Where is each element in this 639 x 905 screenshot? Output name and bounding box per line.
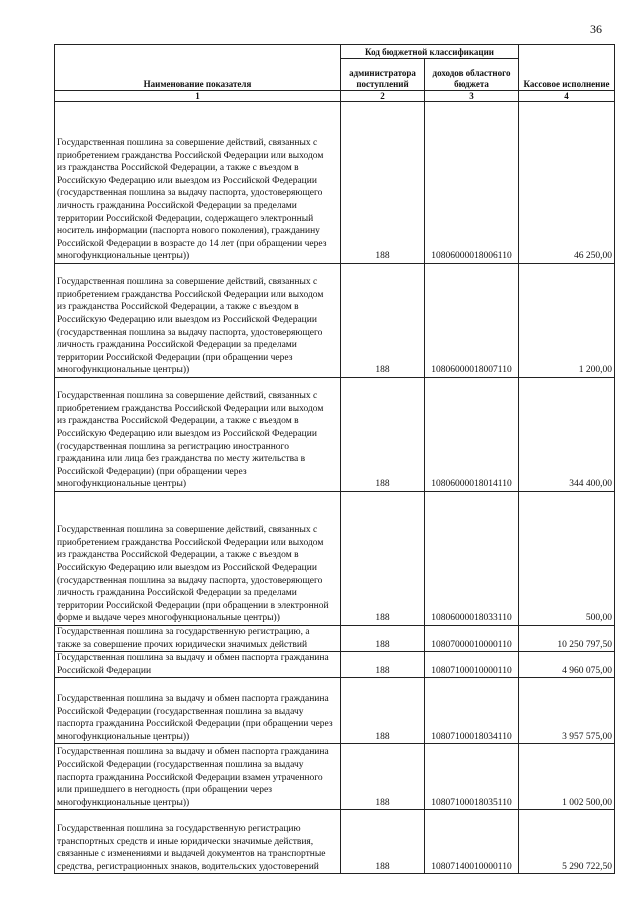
row-name-line: многофункциональные центры)) <box>57 731 190 742</box>
row-name-line: паспорта гражданина Российской Федерации взамен утраченного <box>57 772 323 783</box>
row-name-line: (государственная пошлина за регистрацию иностранного <box>57 441 289 452</box>
table-row <box>55 810 615 874</box>
row-name-line: форме и выдаче через многофункциональные центры)) <box>57 613 280 624</box>
row-name-line: (государственная пошлина за выдачу паспорта, удостоверяющего <box>57 188 323 199</box>
row-name-line: Российскую Федерацию или выездом из Российской Федерации <box>57 175 317 186</box>
row-name-line: Российскую Федерацию или выездом из Российской Федерации <box>57 429 317 440</box>
row-name-line: Государственная пошлина за совершение действий, связанных с <box>57 277 318 288</box>
row-name-line: Российской Федерации (государственная пошлина за выдачу <box>57 760 304 770</box>
page-number: 36 <box>590 22 602 36</box>
row-name-line: паспорта гражданина Российской Федерации (при обращении через <box>57 719 333 730</box>
row-name-line: территории Российской Федерации (при обращении через <box>57 352 293 363</box>
row-name-line: Государственная пошлина за выдачу и обмен паспорта гражданина <box>57 653 329 664</box>
row-amount: 3 957 575,00 <box>519 678 615 744</box>
row-income-code: 10807000010000110 <box>425 626 519 652</box>
row-name-line: или пришедшего в негодность (при обращении через <box>57 785 273 796</box>
row-name-line: территории Российской Федерации (при обращении в электронной <box>57 600 329 611</box>
row-name-line: личность гражданина Российской Федерации за пределами <box>57 340 297 351</box>
row-name-line: из гражданства Российской Федерации, а также с въездом в <box>57 550 299 561</box>
row-amount: 10 250 797,50 <box>519 626 615 652</box>
row-amount: 344 400,00 <box>519 378 615 492</box>
row-income-code: 10807100018035110 <box>425 744 519 810</box>
column-number: 4 <box>519 91 615 102</box>
column-number: 1 <box>55 91 341 102</box>
table-row <box>55 678 615 744</box>
row-name <box>55 810 341 874</box>
row-amount: 4 960 075,00 <box>519 652 615 678</box>
row-name-line: Государственная пошлина за совершение действий, связанных с <box>57 391 318 402</box>
row-name-line: приобретением гражданства Российской Федерации или выходом <box>57 537 324 548</box>
row-name-line: многофункциональные центры)) <box>57 365 190 376</box>
row-admin-code: 188 <box>341 378 425 492</box>
row-name <box>55 378 341 492</box>
row-name-line: носитель информации (паспорта нового поколения), гражданину <box>57 226 320 237</box>
row-name-line: из гражданства Российской Федерации, а также с въездом в <box>57 302 299 313</box>
row-name-line: из гражданства Российской Федерации, а также с въездом в <box>57 416 299 427</box>
row-name-line: Российской Федерации в возрасте до 14 лет (при обращении через <box>57 238 327 249</box>
row-admin-code: 188 <box>341 102 425 264</box>
row-name-line: Государственная пошлина за государственную регистрацию, а <box>57 627 310 637</box>
table-row <box>55 652 615 678</box>
row-amount: 5 290 722,50 <box>519 810 615 874</box>
table-row <box>55 626 615 652</box>
row-admin-code: 188 <box>341 678 425 744</box>
row-name-line: связанные с изменениями и выдачей документов на транспортные <box>57 849 326 860</box>
row-income-code: 10806000018014110 <box>425 378 519 492</box>
row-income-code: 10806000018007110 <box>425 264 519 378</box>
row-name-line: Российской Федерации (государственная пошлина за выдачу <box>57 706 304 717</box>
column-number: 2 <box>341 91 425 102</box>
table-row <box>55 492 615 626</box>
row-income-code: 10807100018034110 <box>425 678 519 744</box>
row-name-line: приобретением гражданства Российской Федерации или выходом <box>57 403 324 414</box>
row-name-line: личность гражданина Российской Федерации за пределами <box>57 201 297 212</box>
row-name-line: средства, регистрационных знаков, водительских удостоверений <box>57 861 319 872</box>
row-name-line: гражданина или лица без гражданства по месту жительства в <box>57 454 306 465</box>
header-execution: Кассовое исполнение <box>519 45 615 91</box>
row-admin-code: 188 <box>341 810 425 874</box>
header-admin: администратора поступлений <box>341 59 425 91</box>
row-name-line: также за совершение прочих юридически значимых действий <box>57 639 308 650</box>
row-name-line: Государственная пошлина за государственную регистрацию <box>57 824 301 834</box>
row-name-line: Государственная пошлина за совершение действий, связанных с <box>57 138 318 149</box>
row-admin-code: 188 <box>341 264 425 378</box>
row-name <box>55 264 341 378</box>
row-name-line: Российскую Федерацию или выездом из Российской Федерации <box>57 315 317 326</box>
row-amount: 1 200,00 <box>519 264 615 378</box>
row-admin-code: 188 <box>341 744 425 810</box>
header-name: Наименование показателя <box>55 45 341 91</box>
header-budget-code-group: Код бюджетной классификации <box>341 45 519 59</box>
row-name-line: Государственная пошлина за совершение действий, связанных с <box>57 525 318 536</box>
row-name <box>55 626 341 652</box>
row-name-line: приобретением гражданства Российской Федерации или выходом <box>57 150 324 161</box>
row-name-line: (государственная пошлина за выдачу паспорта, удостоверяющего <box>57 575 323 586</box>
row-name-line: Российскую Федерацию или выездом из Российской Федерации <box>57 563 317 574</box>
row-admin-code: 188 <box>341 626 425 652</box>
row-name-line: территории Российской Федерации, содержащего электронный <box>57 213 314 224</box>
row-name-line: приобретением гражданства Российской Федерации или выходом <box>57 289 324 300</box>
row-name-line: транспортных средств и иные юридически значимые действия, <box>57 836 314 847</box>
column-numbers-row <box>55 91 615 102</box>
row-name <box>55 652 341 678</box>
row-income-code: 10806000018033110 <box>425 492 519 626</box>
column-number: 3 <box>425 91 519 102</box>
row-name-line: (государственная пошлина за выдачу паспорта, удостоверяющего <box>57 327 323 338</box>
table-row <box>55 378 615 492</box>
row-income-code: 10807100010000110 <box>425 652 519 678</box>
row-income-code: 10807140010000110 <box>425 810 519 874</box>
row-name-line: многофункциональные центры) <box>57 479 187 490</box>
row-admin-code: 188 <box>341 492 425 626</box>
row-income-code: 10806000018006110 <box>425 102 519 264</box>
row-name-line: многофункциональные центры)) <box>57 797 190 808</box>
row-admin-code: 188 <box>341 652 425 678</box>
table-row <box>55 102 615 264</box>
row-amount: 46 250,00 <box>519 102 615 264</box>
table-row <box>55 264 615 378</box>
budget-table <box>54 44 615 874</box>
row-name <box>55 102 341 264</box>
row-amount: 1 002 500,00 <box>519 744 615 810</box>
row-amount: 500,00 <box>519 492 615 626</box>
header-income: доходов областного бюджета <box>425 59 519 91</box>
table-row <box>55 744 615 810</box>
row-name-line: Государственная пошлина за выдачу и обмен паспорта гражданина <box>57 694 329 704</box>
row-name-line: личность гражданина Российской Федерации за пределами <box>57 588 297 599</box>
row-name-line: Государственная пошлина за выдачу и обмен паспорта гражданина <box>57 747 329 758</box>
row-name <box>55 492 341 626</box>
row-name-line: из гражданства Российской Федерации, а также с въездом в <box>57 163 299 174</box>
row-name-line: многофункциональные центры)) <box>57 251 190 262</box>
row-name <box>55 744 341 810</box>
row-name <box>55 678 341 744</box>
row-name-line: Российской Федерации <box>57 665 152 676</box>
row-name-line: Российской Федерации) (при обращении через <box>57 466 247 477</box>
